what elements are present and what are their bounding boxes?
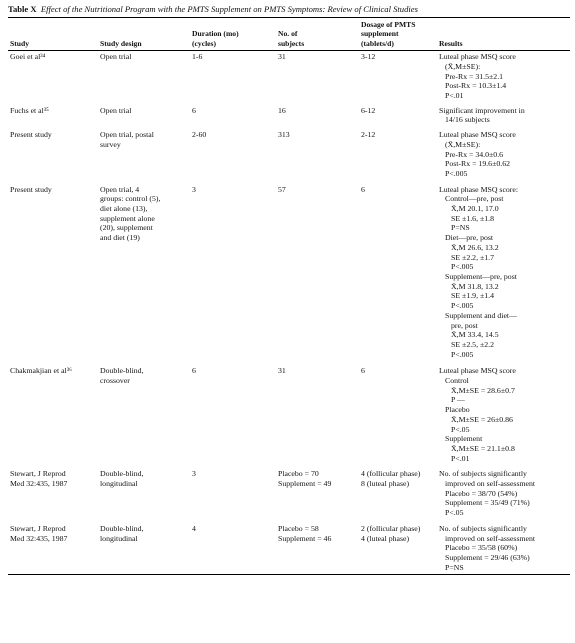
cell-dosage-line: 4 (follicular phase) — [361, 469, 421, 479]
table-label: Table X — [8, 4, 37, 14]
cell-design — [98, 365, 190, 468]
result-line: SE ±2.2, ±1.7 — [451, 252, 494, 262]
cell-subjects-line: 57 — [278, 184, 286, 194]
cell-study-line: Chakmakjian et al³⁶ — [10, 366, 72, 376]
result-line: Placebo — [445, 405, 470, 415]
cell-subjects-line: Placebo = 70 — [278, 469, 319, 479]
cell-design — [98, 468, 190, 523]
cell-subjects — [276, 184, 359, 366]
result-line: Supplement and diet— — [445, 310, 517, 320]
cell-design-line: (20), supplement — [100, 223, 153, 233]
result-line: P<.01 — [451, 453, 470, 463]
result-line: Supplement = 35/49 (71%) — [445, 498, 530, 508]
result-line: P<.01 — [445, 91, 464, 101]
cell-dosage-line: 4 (luteal phase) — [361, 533, 410, 543]
result-line: (X̄,M±SE): — [445, 61, 481, 71]
result-line: P<.005 — [451, 301, 474, 311]
table-row — [8, 184, 570, 366]
result-line: SE ±2.5, ±2.2 — [451, 339, 494, 349]
result-line: Placebo = 35/58 (60%) — [445, 543, 518, 553]
cell-results — [437, 51, 570, 105]
result-line: P<.005 — [451, 262, 474, 272]
cell-duration-line: 1-6 — [192, 52, 203, 62]
result-line: Supplement—pre, post — [445, 271, 517, 281]
cell-subjects-line: 31 — [278, 52, 286, 62]
cell-design — [98, 105, 190, 129]
cell-subjects — [276, 129, 359, 184]
cell-study-line: Goei et al³⁴ — [10, 52, 46, 62]
cell-subjects-line: 31 — [278, 366, 286, 376]
result-line: Luteal phase MSQ score — [439, 130, 516, 140]
cell-design-line: Open trial — [100, 105, 132, 115]
table-body — [8, 51, 570, 575]
header-subjects: No. of subjects — [276, 18, 359, 51]
header-row — [8, 18, 570, 51]
cell-subjects-line: Placebo = 58 — [278, 523, 319, 533]
cell-duration — [190, 365, 276, 468]
result-line: Control—pre, post — [445, 194, 504, 204]
result-line: No. of subjects significantly — [439, 523, 527, 533]
result-line: Luteal phase MSQ score — [439, 366, 516, 376]
cell-design — [98, 129, 190, 184]
cell-design — [98, 523, 190, 575]
cell-study-line: Stewart, J Reprod — [10, 469, 66, 479]
result-line: X̄,M 26.6, 13.2 — [451, 242, 499, 252]
cell-duration-line: 2-60 — [192, 130, 207, 140]
cell-design-line: Open trial, 4 — [100, 184, 140, 194]
result-line: pre, post — [451, 320, 478, 330]
cell-duration — [190, 468, 276, 523]
cell-design-line: longitudinal — [100, 533, 138, 543]
result-line: P<.05 — [451, 424, 470, 434]
result-line: Pre-Rx = 34.0±0.6 — [445, 149, 504, 159]
header-design: Study design — [98, 18, 190, 51]
cell-design — [98, 184, 190, 366]
result-line: P<.005 — [451, 349, 474, 359]
cell-subjects — [276, 51, 359, 105]
table-row — [8, 523, 570, 575]
cell-dosage-line: 6-12 — [361, 105, 376, 115]
cell-design-line: Open trial — [100, 52, 132, 62]
cell-design-line: and diet (19) — [100, 233, 140, 243]
cell-design-line: Double-blind, — [100, 366, 144, 376]
result-line: Placebo = 38/70 (54%) — [445, 488, 518, 498]
result-line: SE ±1.9, ±1.4 — [451, 291, 494, 301]
result-line: Luteal phase MSQ score — [439, 52, 516, 62]
table-row — [8, 129, 570, 184]
result-line: P<.05 — [445, 508, 464, 518]
cell-study-line: Med 32:435, 1987 — [10, 533, 68, 543]
cell-subjects — [276, 468, 359, 523]
cell-study-line: Stewart, J Reprod — [10, 523, 66, 533]
cell-dosage-line: 2 (follicular phase) — [361, 523, 421, 533]
cell-design-line: Double-blind, — [100, 523, 144, 533]
cell-study-line: Present study — [10, 184, 52, 194]
table-title: Effect of the Nutritional Program with the PMTS Supplement on PMTS Symptoms: Review of Clinical Studies — [40, 4, 418, 14]
cell-dosage-line: 8 (luteal phase) — [361, 479, 410, 489]
cell-duration — [190, 523, 276, 575]
header-dosage: Dosage of PMTS supplement (tablets/d) — [359, 18, 437, 51]
cell-dosage — [359, 129, 437, 184]
result-line: X̄,M±SE = 28.6±0.7 — [451, 385, 515, 395]
result-line: improved on self-assessment — [445, 479, 536, 489]
result-line: Supplement = 29/46 (63%) — [445, 552, 530, 562]
cell-duration-line: 3 — [192, 469, 196, 479]
table-row — [8, 365, 570, 468]
cell-results — [437, 365, 570, 468]
cell-duration — [190, 51, 276, 105]
cell-results — [437, 105, 570, 129]
cell-design-line: Double-blind, — [100, 469, 144, 479]
cell-subjects-line: Supplement = 46 — [278, 533, 332, 543]
cell-design-line: diet alone (13), — [100, 204, 148, 214]
cell-dosage — [359, 51, 437, 105]
cell-study-line: Med 32:435, 1987 — [10, 479, 68, 489]
cell-subjects — [276, 105, 359, 129]
result-line: P — — [451, 395, 465, 405]
cell-subjects-line: Supplement = 49 — [278, 479, 332, 489]
result-line: (X̄,M±SE): — [445, 139, 481, 149]
cell-study-line: Fuchs et al³⁵ — [10, 105, 49, 115]
result-line: X̄,M 20.1, 17.0 — [451, 204, 499, 214]
result-line: P=NS — [451, 223, 470, 233]
table-row — [8, 468, 570, 523]
cell-duration — [190, 105, 276, 129]
header-results: Results — [437, 18, 570, 51]
cell-study — [8, 468, 98, 523]
result-line: Diet—pre, post — [445, 233, 494, 243]
cell-dosage — [359, 105, 437, 129]
clinical-studies-table — [8, 18, 570, 575]
cell-design-line: Open trial, postal — [100, 130, 154, 140]
cell-dosage-line: 6 — [361, 366, 365, 376]
table-caption — [8, 4, 570, 18]
cell-study — [8, 523, 98, 575]
cell-dosage — [359, 523, 437, 575]
result-line: X̄,M 31.8, 13.2 — [451, 281, 499, 291]
cell-dosage — [359, 468, 437, 523]
result-line: Supplement — [445, 434, 483, 444]
result-line: X̄,M 33.4, 14.5 — [451, 330, 499, 340]
header-study: Study — [8, 18, 98, 51]
cell-study — [8, 105, 98, 129]
result-line: No. of subjects significantly — [439, 469, 527, 479]
cell-design-line: crossover — [100, 376, 130, 386]
cell-duration-line: 6 — [192, 366, 196, 376]
cell-dosage-line: 2-12 — [361, 130, 376, 140]
cell-design-line: supplement alone — [100, 213, 155, 223]
cell-duration-line: 6 — [192, 105, 196, 115]
cell-duration-line: 3 — [192, 184, 196, 194]
cell-duration-line: 4 — [192, 523, 196, 533]
cell-duration — [190, 129, 276, 184]
cell-design-line: longitudinal — [100, 479, 138, 489]
result-line: Luteal phase MSQ score: — [439, 184, 519, 194]
table-row — [8, 105, 570, 129]
cell-study — [8, 365, 98, 468]
table-row — [8, 51, 570, 105]
cell-results — [437, 129, 570, 184]
result-line: Post-Rx = 10.3±1.4 — [445, 81, 507, 91]
cell-subjects — [276, 365, 359, 468]
cell-dosage-line: 3-12 — [361, 52, 376, 62]
result-line: SE ±1.6, ±1.8 — [451, 213, 494, 223]
cell-study — [8, 129, 98, 184]
cell-subjects — [276, 523, 359, 575]
cell-design-line: groups: control (5), — [100, 194, 161, 204]
result-line: X̄,M±SE = 21.1±0.8 — [451, 443, 515, 453]
result-line: 14/16 subjects — [445, 115, 490, 125]
result-line: P<.005 — [445, 168, 468, 178]
header-duration: Duration (mo) (cycles) — [190, 18, 276, 51]
cell-results — [437, 523, 570, 575]
cell-subjects-line: 16 — [278, 105, 286, 115]
result-line: X̄,M±SE = 26±0.86 — [451, 414, 513, 424]
result-line: P=NS — [445, 562, 464, 572]
cell-subjects-line: 313 — [278, 130, 290, 140]
result-line: Significant improvement in — [439, 105, 525, 115]
cell-design-line: survey — [100, 139, 121, 149]
cell-results — [437, 184, 570, 366]
table-page — [8, 4, 570, 575]
cell-results — [437, 468, 570, 523]
result-line: Control — [445, 376, 469, 386]
cell-duration — [190, 184, 276, 366]
result-line: improved on self-assessment — [445, 533, 536, 543]
cell-design — [98, 51, 190, 105]
cell-study — [8, 51, 98, 105]
result-line: Post-Rx = 19.6±0.62 — [445, 159, 510, 169]
cell-dosage — [359, 365, 437, 468]
cell-study — [8, 184, 98, 366]
cell-study-line: Present study — [10, 130, 52, 140]
result-line: Pre-Rx = 31.5±2.1 — [445, 71, 504, 81]
cell-dosage-line: 6 — [361, 184, 365, 194]
cell-dosage — [359, 184, 437, 366]
